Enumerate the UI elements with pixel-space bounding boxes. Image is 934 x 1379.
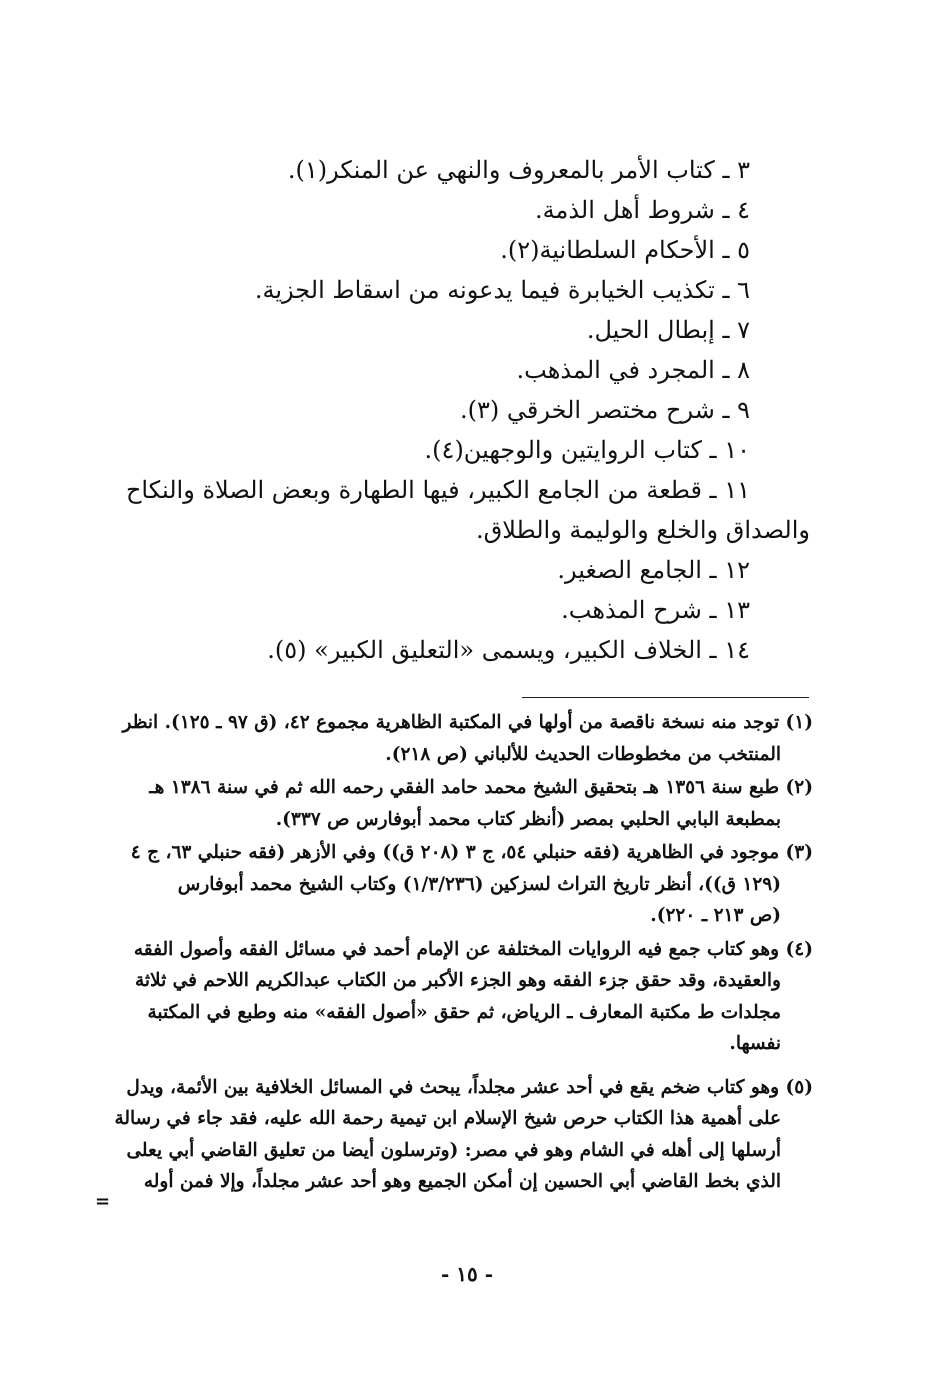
list-item: ٩ ـ شرح مختصر الخرقي (٣). — [460, 396, 750, 424]
footnote-4 — [105, 934, 813, 1060]
footnote-divider — [522, 697, 809, 698]
footnote-line: المنتخب من مخطوطات الحديث للألباني (ص ٢١٨). — [385, 743, 781, 765]
footnote-line: على أهمية هذا الكتاب حرص شيخ الإسلام ابن تيمية رحمة الله عليه، فقد جاء في رسالة — [114, 1108, 781, 1129]
list-item: ١٤ ـ الخلاف الكبير، ويسمى «التعليق الكبير» (٥). — [267, 636, 750, 664]
list-item: ٧ ـ إبطال الحيل. — [586, 316, 750, 344]
footnote-5 — [105, 1072, 813, 1198]
page-number: - ١٥ - — [440, 1262, 493, 1286]
list-item: ٤ ـ شروط أهل الذمة. — [534, 196, 750, 224]
list-item: ١١ ـ قطعة من الجامع الكبير، فيها الطهارة وبعض الصلاة والنكاح — [125, 476, 750, 504]
footnote-line: (٢) طبع سنة ١٣٥٦ هـ بتحقيق الشيخ محمد حامد الفقي رحمه الله ثم في سنة ١٣٨٦ هـ — [149, 777, 813, 798]
list-item: ٥ ـ الأحكام السلطانية(٢). — [500, 236, 750, 264]
footnote-line: (ص ٢١٣ ـ ٢٢٠). — [650, 905, 781, 926]
footnote-2 — [105, 772, 813, 835]
footnote-line: (٥) وهو كتاب ضخم يقع في أحد عشر مجلداً، يبحث في المسائل الخلافية بين الأئمة، ويدل — [126, 1076, 813, 1098]
list-item-continuation: والصداق والخلع والوليمة والطلاق. — [475, 516, 810, 544]
footnote-line: أرسلها إلى أهله في الشام وهو في مصر: (وترسلون أيضا من تعليق القاضي أبي يعلى — [126, 1139, 781, 1161]
footnote-1 — [105, 707, 813, 770]
footnote-line: (٣) موجود في الظاهرية (فقه حنبلي ٥٤، ج ٣ (٢٠٨ ق)) وفي الأزهر (فقه حنبلي ٦٣، ج ٤ — [130, 842, 813, 863]
list-item: ٣ ـ كتاب الأمر بالمعروف والنهي عن المنكر(١). — [287, 156, 750, 184]
footnote-line: والعقيدة، وقد حقق جزء الفقه وهو الجزء الأكبر من الكتاب عبدالكريم اللاحم في ثلاثة — [134, 970, 781, 991]
footnote-line: (١٢٩ ق))، أنظر تاريخ التراث لسزكين (١/٣/٢٣٦) وكتاب الشيخ محمد أبوفارس — [177, 873, 781, 895]
list-item: ١٠ ـ كتاب الروايتين والوجهين(٤). — [424, 436, 750, 464]
list-item: ٨ ـ المجرد في المذهب. — [516, 356, 750, 384]
list-item: ١٢ ـ الجامع الصغير. — [557, 556, 750, 584]
footnote-line: مجلدات ط مكتبة المعارف ـ الرياض، ثم حقق «أصول الفقه» منه وطبع في المكتبة — [147, 1001, 781, 1023]
footnote-line: (٤) وهو كتاب جمع فيه الروايات المختلفة عن الإمام أحمد في مسائل الفقه وأصول الفقه — [133, 938, 813, 960]
footnote-line: نفسها. — [729, 1033, 781, 1054]
list-item: ١٣ ـ شرح المذهب. — [561, 596, 750, 624]
footnote-line: بمطبعة البابي الحلبي بمصر (أنظر كتاب محمد أبوفارس ص ٣٣٧). — [275, 808, 781, 830]
continuation-mark: = — [95, 1191, 111, 1212]
footnotes — [105, 707, 813, 1200]
list-item: ٦ ـ تكذيب الخيابرة فيما يدعونه من اسقاط الجزية. — [254, 276, 750, 304]
book-list — [110, 150, 810, 670]
footnote-3 — [105, 837, 813, 932]
footnote-line: الذي بخط القاضي أبي الحسين إن أمكن الجميع وهو أحد عشر مجلداً، وإلا فمن أوله — [143, 1171, 781, 1192]
footnote-line: (١) توجد منه نسخة ناقصة من أولها في المكتبة الظاهرية مجموع ٤٢، (ق ٩٧ ـ ١٢٥). انظر — [122, 712, 813, 733]
